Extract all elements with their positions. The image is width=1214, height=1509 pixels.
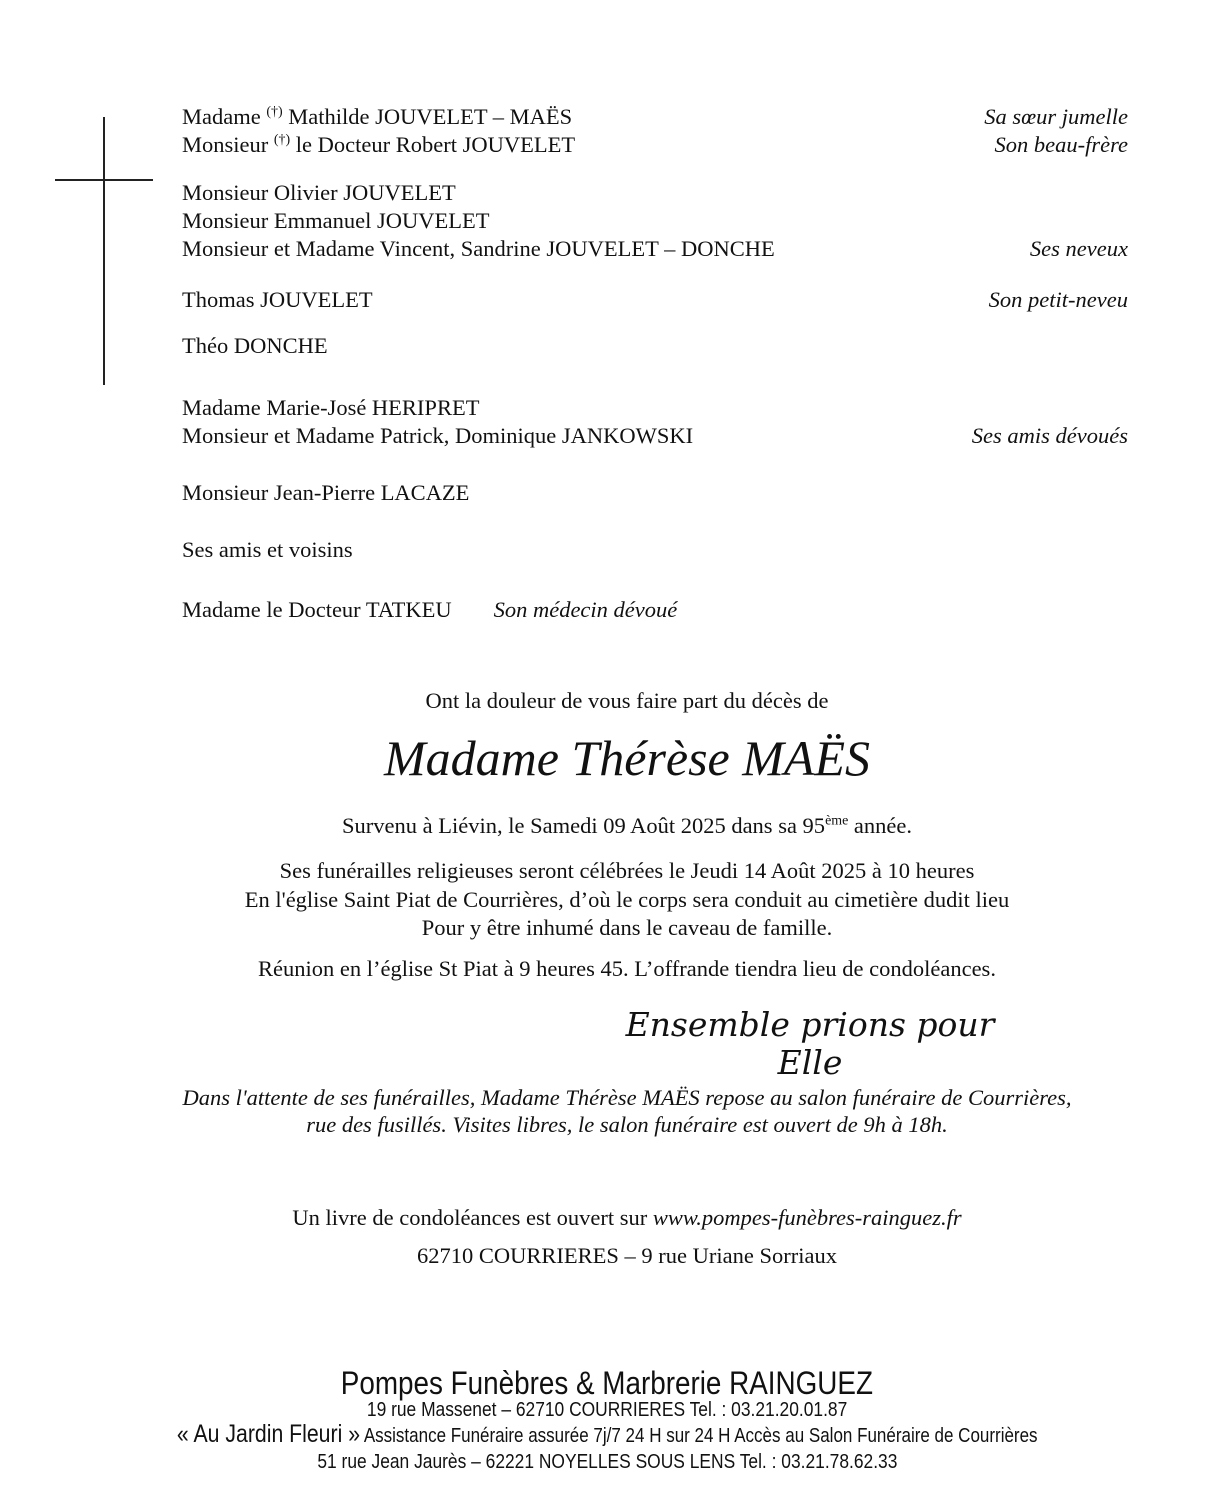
relative-name-prefix: Monsieur [182,132,274,157]
relative-row [182,286,1128,314]
condolence-book-url: www.pompes-funèbres-rainguez.fr [652,1205,962,1230]
spacer [182,360,1128,394]
meeting-line: Réunion en l’église St Piat à 9 heures 45. L’offrande tiendra lieu de condoléances. [258,956,996,981]
relation-note: Ses neveux [1029,236,1128,261]
deceased-dagger-mark: (†) [266,104,283,120]
cross-vertical-bar [103,117,105,385]
death-date-text: Survenu à Liévin, le Samedi 09 Août 2025 dans sa 95 [342,813,826,838]
funeral-details [20,857,1214,943]
relative-row [182,394,1128,422]
announcement-intro: Ont la douleur de vous faire part du décès de [425,688,829,713]
repose-line-2: rue des fusillés. Visites libres, le salon funéraire est ouvert de 9h à 18h. [306,1112,948,1137]
spacer [182,263,1128,286]
relation-note-inline: Son médecin dévoué [493,597,678,622]
relative-row [182,596,1128,624]
relative-name: Monsieur Jean-Pierre LACAZE [182,480,470,505]
death-date-text-end: année. [848,813,912,838]
brand-name: « Au Jardin Fleuri » [176,1420,360,1448]
ordinal-superscript: ème [825,813,849,829]
relative-name: Thomas JOUVELET [182,287,373,312]
relative-name-rest: le Docteur Robert JOUVELET [290,132,576,157]
relative-name [182,131,575,159]
relation-note: Son beau-frère [994,132,1128,157]
condolence-book-text: Un livre de condoléances est ouvert sur [292,1205,653,1230]
relative-name: Madame Marie-José HERIPRET [182,395,480,420]
condolence-book-line [20,1204,1214,1232]
funeral-home-services-text [177,1421,1038,1449]
spacer [182,159,1128,179]
deceased-dagger-mark: (†) [273,132,291,148]
relation-note: Sa sœur jumelle [984,104,1128,129]
funeral-home-name-text: Pompes Funèbres & Marbrerie RAINGUEZ [340,1365,874,1401]
funeral-home-services [0,1421,1214,1449]
relative-name: Monsieur Olivier JOUVELET [182,180,456,205]
services-text: Assistance Funéraire assurée 7j/7 24 H sur 24 H Accès au Salon Funéraire de Courrières [359,1425,1038,1447]
relative-name: Monsieur Emmanuel JOUVELET [182,208,490,233]
relation-note: Son petit-neveu [988,287,1128,312]
relative-name-rest: Mathilde JOUVELET – MAËS [282,104,573,129]
funeral-home-address-1-text: 19 rue Massenet – 62710 COURRIERES Tel. : 03.21.20.01.87 [366,1399,848,1421]
spacer [182,450,1128,479]
funeral-line-3: Pour y être inhumé dans le caveau de famille. [421,915,833,940]
funeral-home-address-1 [0,1399,1214,1421]
relation-note: Ses amis dévoués [971,423,1128,448]
death-date-line [20,812,1214,840]
relative-name-prefix: Madame [182,104,267,129]
relatives-list [182,103,1128,624]
funeral-line-2: En l'église Saint Piat de Courrières, d’où le corps sera conduit au cimetière dudit lieu [244,886,1010,912]
relative-name [182,103,572,131]
relative-name-text: Madame le Docteur TATKEU [182,597,452,622]
relative-row [182,103,1128,131]
courrieres-address-line: 62710 COURRIERES – 9 rue Uriane Sorriaux [417,1243,837,1268]
relative-name: Monsieur et Madame Vincent, Sandrine JOUVELET – DONCHE [182,236,775,261]
repose-paragraph [20,1084,1214,1138]
funeral-line-1: Ses funérailles religieuses seront célébrées le Jeudi 14 Août 2025 à 10 heures [279,858,975,883]
relative-row [182,179,1128,207]
relative-name: Théo DONCHE [182,333,328,358]
repose-line-1: Dans l'attente de ses funérailles, Madame Thérèse MAËS repose au salon funéraire de Courrières, [182,1085,1072,1110]
funeral-home-name [0,1366,1214,1400]
spacer [182,507,1128,536]
cross-horizontal-bar [55,179,153,181]
funeral-home-address-2-text: 51 rue Jean Jaurès – 62221 NOYELLES SOUS LENS Tel. : 03.21.78.62.33 [316,1451,898,1473]
spacer [182,564,1128,596]
deceased-name-title: Madame Thérèse MAËS [384,730,870,786]
relative-row [182,207,1128,235]
relative-row [182,536,1128,564]
relative-row [182,235,1128,263]
relative-name: Ses amis et voisins [182,537,353,562]
spacer [182,314,1128,332]
relative-name: Monsieur et Madame Patrick, Dominique JANKOWSKI [182,423,694,448]
relative-row [182,422,1128,450]
funeral-home-address-2 [0,1451,1214,1473]
relative-row [182,131,1128,159]
relative-row [182,332,1128,360]
relative-row [182,479,1128,507]
relative-name [182,596,677,624]
prayer-line: Ensemble prions pour Elle [625,1005,995,1082]
